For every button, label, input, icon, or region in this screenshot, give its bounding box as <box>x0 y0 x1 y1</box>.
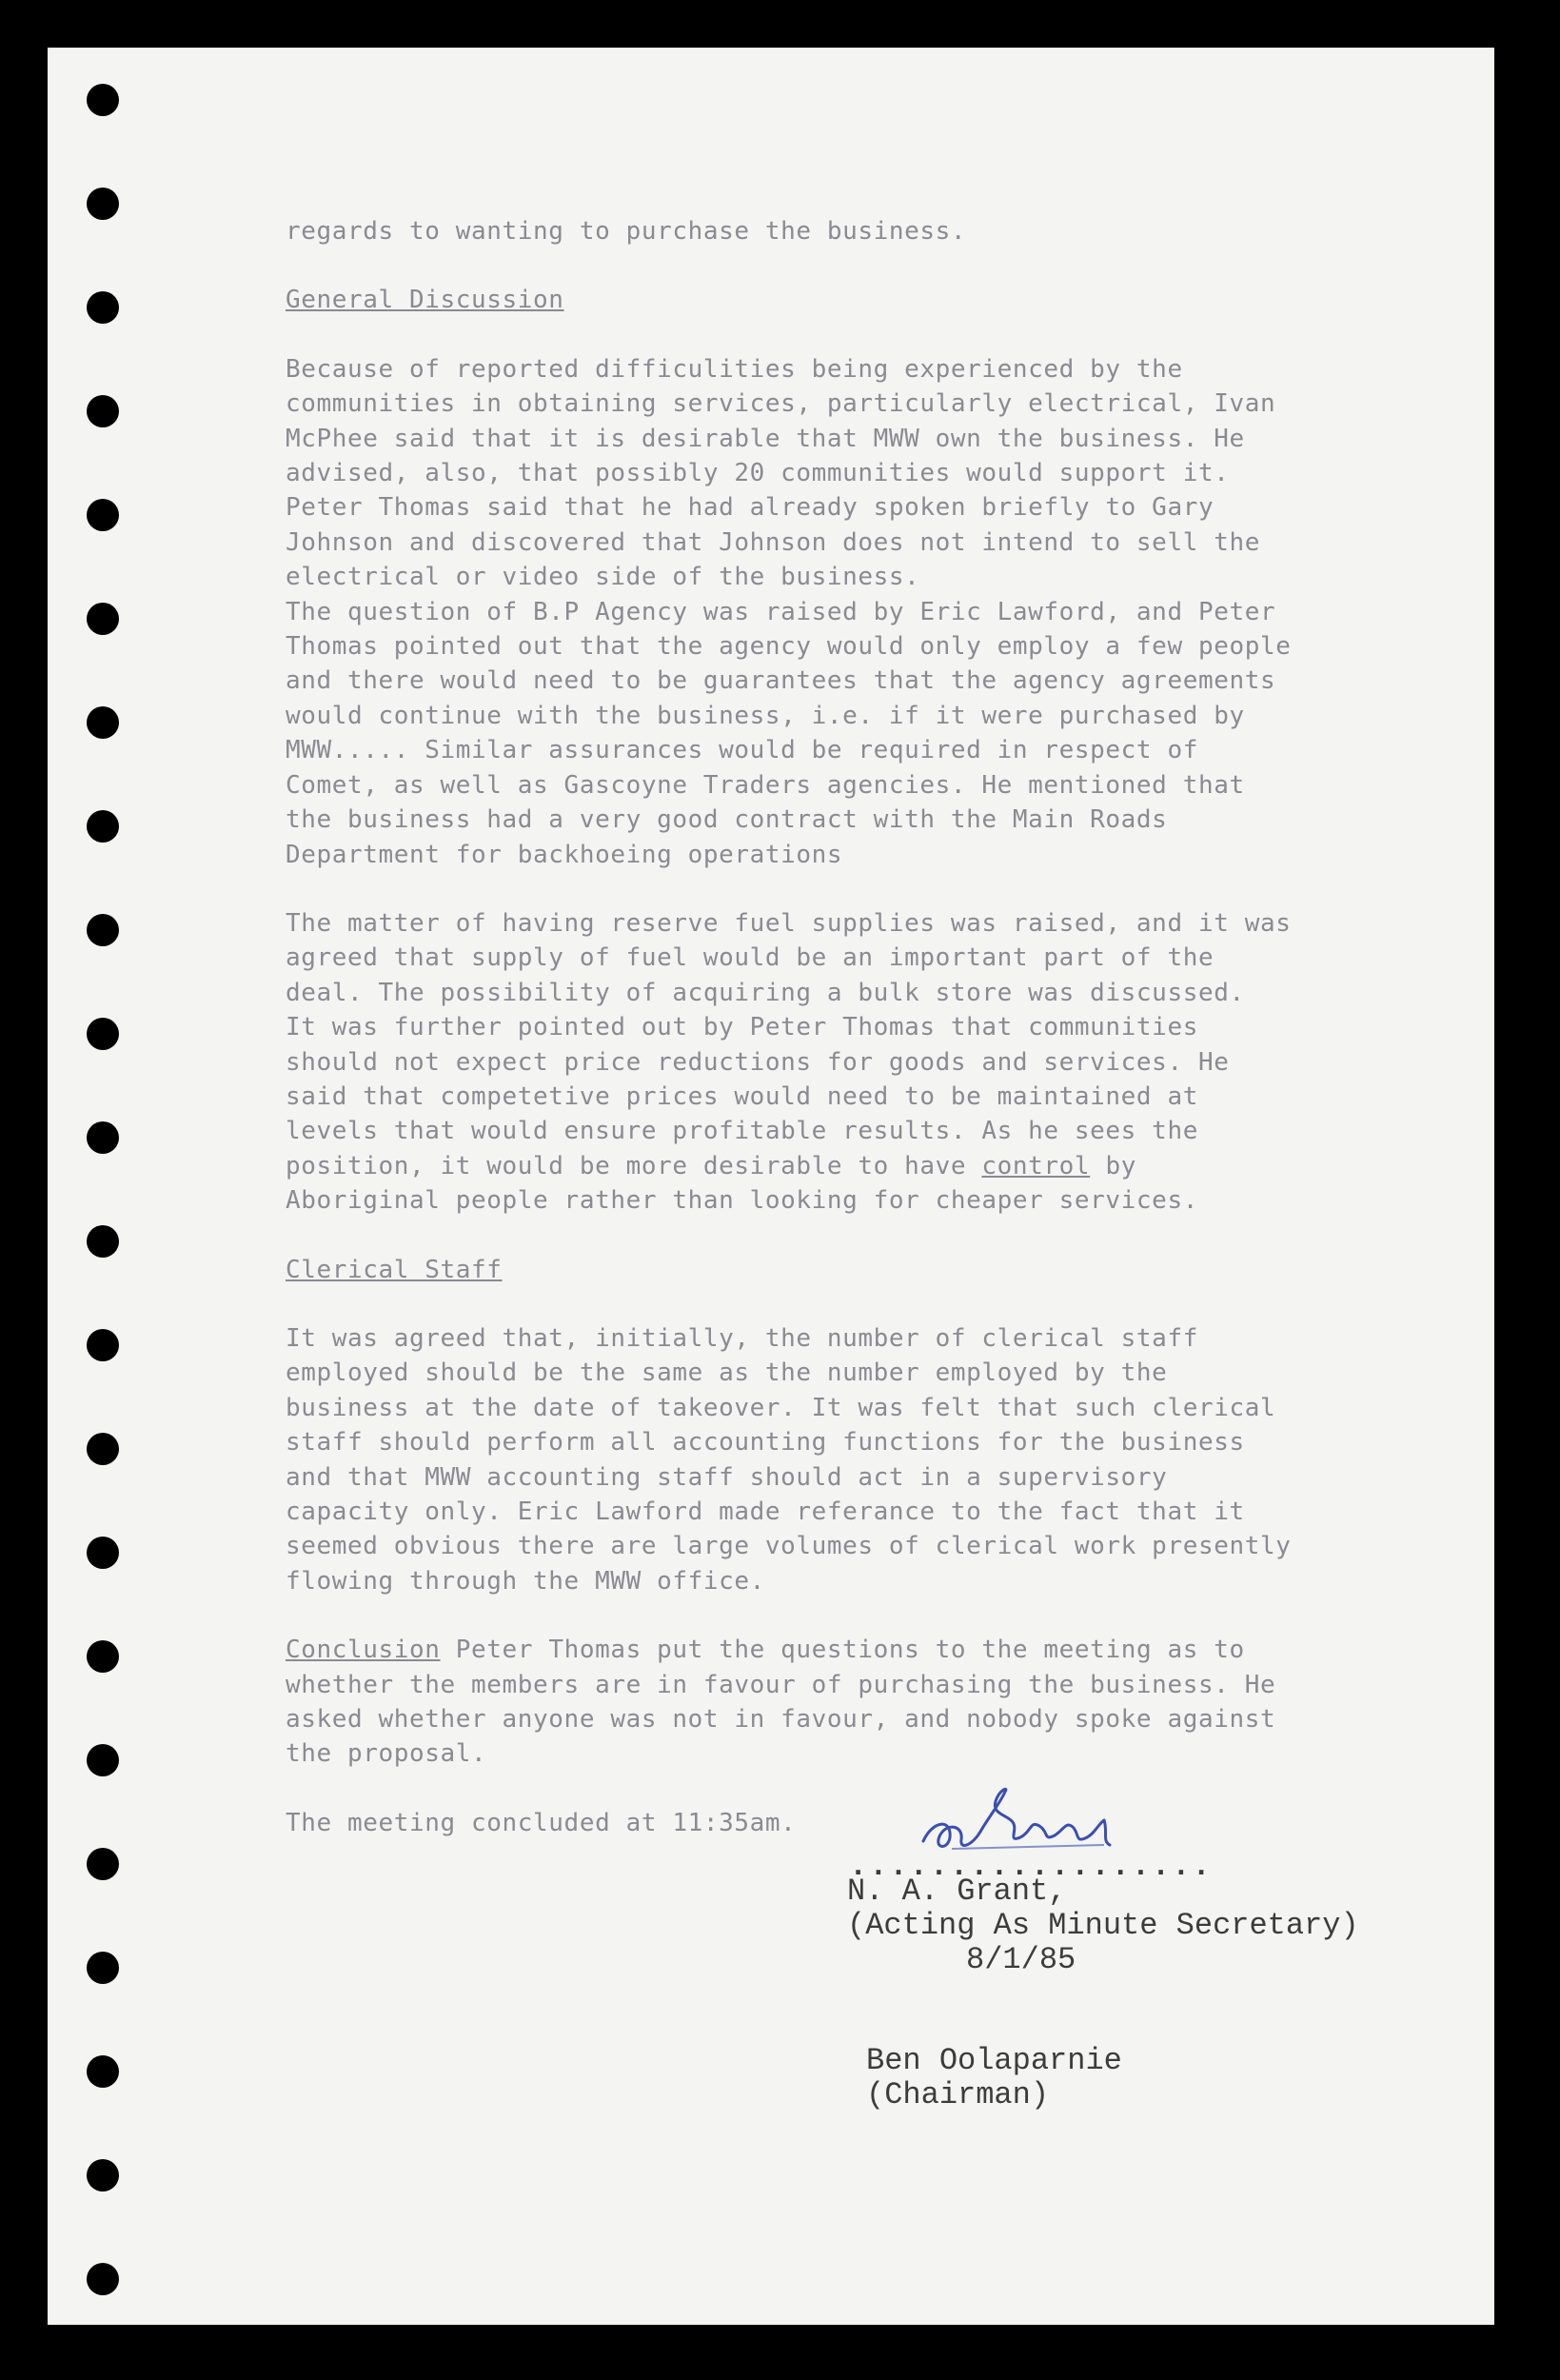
heading-clerical-staff: Clerical Staff <box>286 1255 503 1284</box>
punch-hole <box>87 1952 119 1984</box>
punch-hole <box>87 2159 119 2192</box>
punch-hole <box>87 2055 119 2088</box>
punch-hole <box>87 706 119 739</box>
punch-hole <box>87 1225 119 1258</box>
punch-hole <box>87 2263 119 2295</box>
heading-conclusion: Conclusion <box>286 1636 441 1665</box>
punch-hole <box>87 84 119 116</box>
signature-line: .................. <box>849 1849 1213 1884</box>
punch-hole <box>87 395 119 427</box>
signatory-name: N. A. Grant, <box>847 1874 1067 1909</box>
punch-hole <box>87 1121 119 1154</box>
punch-hole <box>87 810 119 843</box>
punch-hole <box>87 914 119 946</box>
chairman-role: (Chairman) <box>866 2077 1050 2112</box>
paragraph-meeting-concluded: The meeting concluded at 11:35am. <box>286 1808 797 1837</box>
punch-hole <box>87 1537 119 1569</box>
punch-hole <box>87 188 119 220</box>
paragraph-conclusion-text: Peter Thomas put the questions to the meeting as to whether the members are in favour of purchasing the business. He asked whether anyone was not in favour, and nobody spoke against the proposal. <box>286 1636 1276 1769</box>
punch-hole <box>87 603 119 635</box>
punch-hole <box>87 1018 119 1050</box>
punch-hole <box>87 1848 119 1880</box>
paper-sheet <box>48 48 1494 2325</box>
punch-hole <box>87 1744 119 1776</box>
minutes-body <box>286 214 1428 1840</box>
paragraph-fuel-text-a: The matter of having reserve fuel supplies was raised, and it was agreed that supply of fuel would be an important part of the deal. The possibility of acquiring a bulk store was discussed. It was further pointed out by Peter Thomas that communities should not expect price reductions for goods and services. He said that competetive prices would need to be maintained at levels that would ensure profitable results. As he sees the position, it would be more desirable to have <box>286 908 1292 1180</box>
punch-hole <box>87 1640 119 1673</box>
punch-hole <box>87 291 119 324</box>
paragraph-fuel-text-b: by Aboriginal people rather than looking for cheaper services. <box>286 1151 1198 1216</box>
underlined-control: control <box>981 1151 1091 1180</box>
paragraph-conclusion <box>286 1633 1428 1772</box>
signatory-role: (Acting As Minute Secretary) <box>847 1908 1359 1943</box>
heading-general-discussion: General Discussion <box>286 286 564 315</box>
paragraph-fuel-supplies <box>286 906 1428 1219</box>
paragraph-general-discussion: Because of reported difficulities being experienced by the communities in obtaining services, particularly electrical, Ivan McPhee said that it is desirable that MWW own the business. He advised, also, that possibly 20 communities would support it. Peter Thomas said that he had already spoken briefly to Gary Johnson and discovered that Johnson does not intend to sell the electrical or video side of the business. The question of B.P Agency was raised by Eric Lawford, and Peter Thomas pointed out that the agency would only employ a few people and there would need to be guarantees that the agency agreements would continue with the business, i.e. if it were purchased by MWW..... Similar assurances would be required in respect of Comet, as well as Gascoyne Traders agencies. He mentioned that the business had a very good contract with the Main Roads Department for backhoeing operations <box>286 354 1292 869</box>
punch-hole <box>87 1433 119 1465</box>
paragraph-continuation: regards to wanting to purchase the business. <box>286 217 967 246</box>
punch-hole <box>87 1329 119 1361</box>
signature-date: 8/1/85 <box>966 1942 1076 1977</box>
chairman-name: Ben Oolaparnie <box>866 2043 1122 2078</box>
punch-hole <box>87 499 119 531</box>
paragraph-clerical-staff: It was agreed that, initially, the number of clerical staff employed should be the same as the number employed by the business at the date of takeover. It was felt that such clerical staff should perform all accounting functions for the business and that MWW accounting staff should act in a supervisory capacity only. Eric Lawford made referance to the fact that it seemed obvious there are large volumes of clerical work presently flowing through the MWW office. <box>286 1323 1292 1596</box>
